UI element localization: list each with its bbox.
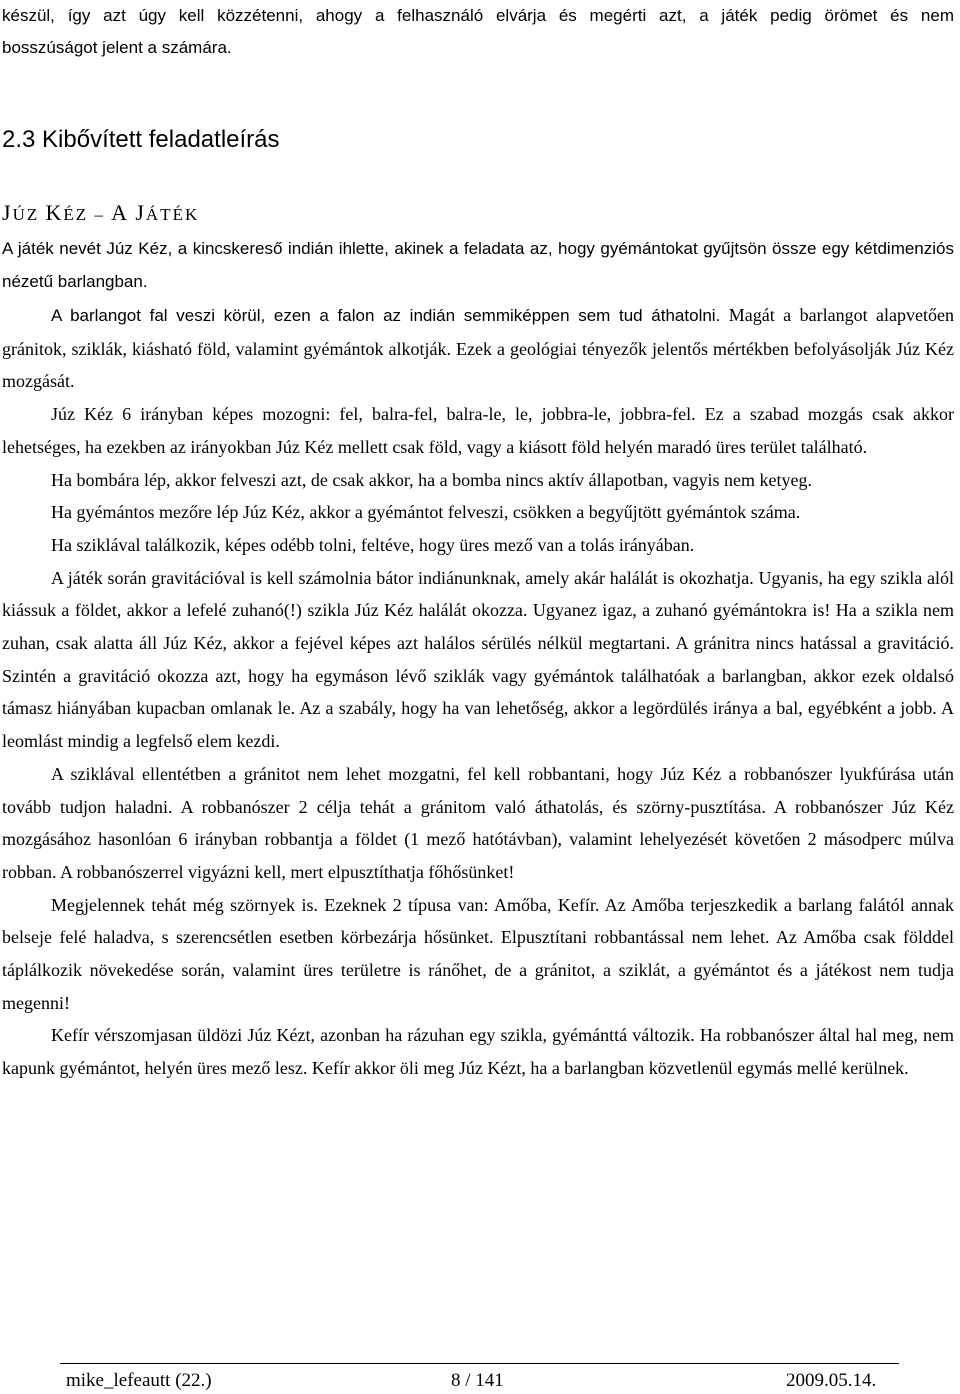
- body-text: [2, 299, 954, 1085]
- paragraph-3: Ha bombára lép, akkor felveszi azt, de csak akkor, ha a bomba nincs aktív állapotban, vagyis nem ketyeg.: [51, 469, 813, 490]
- paragraph-9: Kefír vérszomjasan üldözi Júz Kézt, azonban ha rázuhan egy szikla, gyémánttá változik. Ha robbanószer által hal meg, nem kapunk gyémántot, helyén üres mező lesz. Kefír akkor öli meg Júz Kézt, ha a barlangban közvetlenül egymás mellé kerülnek.: [2, 1025, 954, 1079]
- section-heading: 2.3 Kibővített feladatleírás: [2, 126, 280, 153]
- footer-page-number: 8 / 141: [451, 1370, 504, 1391]
- paragraph-1-sans: A barlangot fal veszi körül, ezen a falon az indián semmiképpen sem tud áthatolni.: [51, 306, 721, 325]
- paragraph-7: A sziklával ellentétben a gránitot nem lehet mozgatni, fel kell robbantani, hogy Júz Kéz a robbanószer lyukfúrása után tovább tudjon haladni. A robbanószer 2 célja tehát a gránitom való áthatolás, és szörny-pusztítása. A robbanószer Júz Kéz mozgásához hasonlóan 6 irányban robbantja a földet (1 mező hatótávban), valamint lehelyezését követően 2 másodperc múlva robban. A robbanószerrel vigyázni kell, mert elpusztíthatja főhősünket!: [2, 763, 954, 882]
- subtitle-part-2: ÚZ: [12, 205, 46, 224]
- paragraph-5: Ha sziklával találkozik, képes odébb tolni, feltéve, hogy üres mező van a tolás irányában.: [51, 534, 695, 555]
- paragraph-4: Ha gyémántos mezőre lép Júz Kéz, akkor a gyémántot felveszi, csökken a begyűjtött gyémántok száma.: [51, 502, 801, 523]
- section-subtitle: [2, 200, 199, 228]
- footer-date: 2009.05.14.: [786, 1370, 877, 1391]
- subtitle-part-1: J: [2, 200, 13, 225]
- footer-author: mike_lefeautt (22.): [66, 1370, 212, 1391]
- intro-text: [2, 0, 954, 64]
- paragraph-1-rest: Magát a barlangot alapvetően gránitok, sziklák, kiásható föld, valamint gyémántok alkotják. Ezek a geológiai tényezők jelentős mértékben befolyásolják Júz Kéz mozgását.: [2, 305, 954, 392]
- subtitle-part-6: J: [135, 200, 146, 225]
- footer-divider: [60, 1363, 899, 1364]
- intro-line-2: bosszúságot jelent a számára.: [2, 38, 232, 57]
- paragraph-6: A játék során gravitációval is kell számolnia bátor indiánunknak, amely akár halálát is okozhatja. Ugyanis, ha egy szikla alól kiássuk a földet, akkor a lefelé zuhanó(!) szikla Júz Kéz halálát okozza. Ugyanez igaz, a zuhanó gyémántokra is! Ha a szikla nem zuhan, csak alatta áll Júz Kéz, akkor a fejével képes azt halálos sérülés nélkül megtartani. A gránitra nincs hatással a gravitáció. Szintén a gravitáció okozza azt, hogy ha egymáson lévő sziklák vagy gyémántok találhatóak a barlangban, akkor ezek oldalsó támasz hiányában kupacban omlanak le. Az a szabály, hogy ha van lehetőség, akkor a legördülés iránya a bal, egyébként a jobb. A leomlást mindig a legfelső elem kezdi.: [2, 567, 954, 752]
- lead-paragraph: A játék nevét Júz Kéz, a kincskereső indián ihlette, akinek a feladata az, hogy gyémántokat gyűjtsön össze egy kétdimenziós nézetű barlangban.: [2, 239, 954, 291]
- subtitle-part-5: A: [111, 200, 136, 225]
- subtitle-part-3: K: [45, 200, 64, 225]
- intro-line-1: készül, így azt úgy kell közzétenni, ahogy a felhasználó elvárja és megérti azt, a játék pedig örömet és nem: [2, 6, 954, 25]
- subtitle-part-4: ÉZ –: [63, 205, 112, 224]
- subtitle-part-7: ÁTÉK: [145, 205, 200, 224]
- paragraph-8: Megjelennek tehát még szörnyek is. Ezeknek 2 típusa van: Amőba, Kefír. Az Amőba terjeszkedik a barlang falától annak belseje felé haladva, s szerencsétlen esetben körbezárja hősünket. Elpusztítani robbantással nem lehet. Az Amőba csak földdel táplálkozik növekedése során, valamint üres területre is ránőhet, de a gránitot, a sziklát, a gyémántot és a játékost nem tudja megenni!: [2, 894, 954, 1013]
- paragraph-2: Júz Kéz 6 irányban képes mozogni: fel, balra-fel, balra-le, le, jobbra-le, jobbra-fel. Ez a szabad mozgás csak akkor lehetséges, ha ezekben az irányokban Júz Kéz mellett csak föld, vagy a kiásott föld helyén maradó üres terület található.: [2, 404, 954, 457]
- paragraph-1: [2, 299, 954, 398]
